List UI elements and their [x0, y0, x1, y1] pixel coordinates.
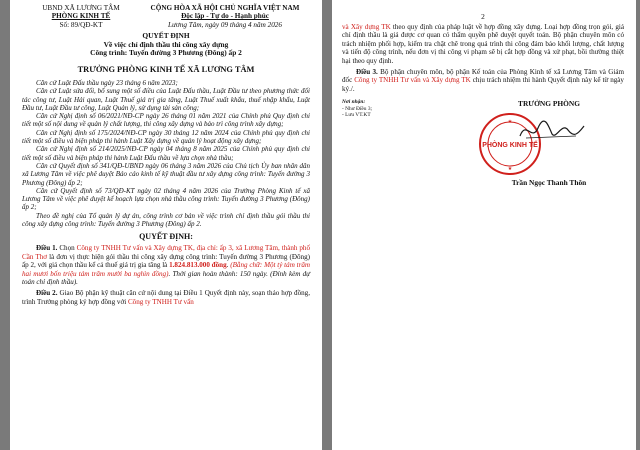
issuing-authority: TRƯỞNG PHÒNG KINH TẾ XÃ LƯƠNG TÂM	[77, 65, 255, 74]
contractor-name: Công ty TNHH Tư vấn và Xây dựng TK	[354, 76, 471, 85]
legal-basis-item: Căn cứ Nghị định số 06/2021/NĐ-CP ngày 26 tháng 01 năm 2021 của Chính phủ Quy định chi tiết một số nội dung về quản lý chất lượng, thi công xây dựng và bảo trì công trình xây dựng;	[22, 112, 310, 129]
article-1-label: Điều 1.	[36, 244, 58, 253]
issue-date: Lương Tâm, ngày 09 tháng 4 năm 2026	[168, 20, 282, 29]
title-project: Công trình: Tuyến đường 3 Phương (Đông) ấp 2	[90, 48, 242, 58]
article-2	[22, 289, 310, 306]
signature-section	[342, 99, 624, 187]
recipient-item: - Như Điều 3;	[342, 105, 373, 112]
issuer-commune: UBND XÃ LƯƠNG TÂM	[42, 4, 120, 12]
national-name: CỘNG HÒA XÃ HỘI CHỦ NGHĨA VIỆT NAM	[150, 4, 300, 12]
legal-bases	[22, 79, 310, 228]
contractor-name: Công ty TNHH Tư vấn	[127, 297, 194, 306]
signer-title: TRƯỞNG PHÒNG	[518, 99, 580, 109]
page-number: 2	[481, 12, 485, 21]
decision-heading: QUYẾT ĐỊNH:	[139, 232, 193, 242]
decision-title	[22, 32, 310, 58]
national-motto: Độc lập - Tự do - Hạnh phúc	[181, 12, 269, 21]
article-2-text: theo quy định của pháp luật về hợp đồng xây dựng. Loại hợp đồng trọn gói, giá chỉ định thầu là giá được cơ quan có thẩm quyền phê duyệt quyết toán. Bộ phận chuyên môn có trách nhiệm phối hợp, kiểm tra chặt chẽ trong quá trình thi công đảm bảo khối lượng, chất lượng và tiến độ công trình, nếu đơn vị thi công vi phạm sẽ bị cắt hợp đồng và xử phạt, bồi thường thiệt hại theo quy định.	[342, 23, 625, 65]
amount-in-words: (Bằng chữ: Một tỷ tám trăm hai mươi bốn triệu tám trăm mười ba nghìn đồng)	[22, 261, 311, 278]
handwritten-signature-icon	[516, 116, 586, 146]
article-1-text: là đơn vị thực hiện gói thầu thi công xây dựng công trình: Tuyến đường 3 Phương (Đông) ấp 2, với giá chọn thầu kể cả thuế giá trị gia tăng là	[22, 252, 310, 270]
issuer-block	[22, 4, 140, 29]
document-page-2	[332, 0, 636, 450]
signer-block	[474, 99, 624, 187]
national-motto-block	[140, 4, 310, 29]
signer-name: Trần Ngọc Thanh Thôn	[511, 178, 587, 188]
svg-text:★: ★	[507, 166, 513, 173]
title-subject: Về việc chỉ định thầu thi công xây dựng	[103, 39, 229, 49]
recipients-block	[342, 99, 432, 187]
seal-and-signature	[474, 108, 624, 178]
legal-basis-item: Căn cứ Nghị định số 214/2025/NĐ-CP ngày 04 tháng 8 năm 2025 của Chính phủ quy định chi tiết một số điều và biện pháp thi hành Luật Đấu thầu về lựa chọn nhà thầu;	[22, 145, 310, 162]
article-3-label: Điều 3.	[356, 68, 378, 77]
article-3-text: chịu trách nhiệm thi hành Quyết định này kể từ ngày ký./.	[342, 76, 624, 93]
contract-amount: 1.824.813.000 đồng	[169, 261, 227, 270]
articles-continued	[342, 23, 624, 93]
legal-basis-item: Căn cứ Luật sửa đổi, bổ sung một số điều của Luật Đấu thầu, Luật Đầu tư theo phương thức đối tác công tư, Luật Hải quan, Luật Thuế giá trị gia tăng, Luật Thuế xuất khẩu, thuế nhập khẩu, Luật Đầu tư, Luật Đầu tư công, Luật Quản lý, sử dụng tài sản công;	[22, 87, 310, 112]
article-1-text: .	[226, 261, 231, 270]
legal-basis-item: Căn cứ Luật Đấu thầu ngày 23 tháng 6 năm 2023;	[36, 79, 178, 87]
legal-basis-item: Căn cứ Quyết định số 73/QĐ-KT ngày 02 tháng 4 năm 2026 của Trưởng Phòng Kinh tế xã Lương Tâm về việc phê duyệt kế hoạch lựa chọn nhà thầu công trình: Tuyến đường 3 Phương (Đông) ấp 2;	[22, 186, 310, 212]
article-1-text: Chọn	[57, 244, 77, 253]
legal-basis-item: Căn cứ Quyết định số 341/QĐ-UBND ngày 06 tháng 3 năm 2026 của Chủ tịch Ủy ban nhân dân xã Lương Tâm về việc phê duyệt Báo cáo kinh tế kỹ thuật đầu tư xây dựng công trình: Tuyến đường 3 Phương (Đông) ấp 2;	[22, 161, 310, 187]
document-header	[22, 4, 310, 29]
issuer-department: PHÒNG KINH TẾ	[51, 12, 111, 21]
legal-basis-item: Theo đề nghị của Tổ quản lý dự án, công trình cơ bản về việc trình chỉ định thầu gói thầu thi công xây dựng công trình: Tuyến đường 3 Phương (Đông) ấp 2.	[22, 211, 310, 229]
article-2-continued	[342, 23, 624, 65]
recipients-label: Nơi nhận:	[342, 99, 366, 106]
recipient-item: - Lưu VT.KT	[342, 112, 371, 119]
article-2-label: Điều 2.	[36, 289, 58, 298]
document-page-1	[10, 0, 322, 450]
article-1-text: . Thời gian hoàn thành: 150 ngày. (Đính kèm dự toán chỉ định thầu).	[22, 269, 310, 286]
contractor-name: và Xây dựng TK	[342, 23, 391, 31]
articles	[22, 244, 310, 306]
article-3-text: Bộ phận chuyên môn, bộ phận Kế toán của Phòng Kinh tế xã Lương Tâm và Giám đốc	[342, 68, 624, 85]
contractor-name: Công ty TNHH Tư vấn và Xây dựng TK, địa chỉ: ấp 3, xã Lương Tâm, thành phố Cần Thơ	[22, 244, 311, 261]
document-number: Số: 89/QĐ-KT	[59, 20, 103, 29]
article-2-text: Giao Bộ phận kỹ thuật căn cứ nội dung tại Điều 1 Quyết định này, soạn thảo hợp đồng, trình Trưởng phòng ký hợp đồng với	[22, 289, 311, 306]
svg-text:★: ★	[507, 119, 513, 126]
title-heading: QUYẾT ĐỊNH	[142, 31, 190, 41]
article-3	[342, 68, 624, 93]
article-1	[22, 244, 310, 286]
legal-basis-item: Căn cứ Nghị định số 175/2024/NĐ-CP ngày 30 tháng 12 năm 2024 của Chính phủ quy định chi tiết một số điều và biện pháp thi hành Luật Xây dựng về quản lý hoạt động xây dựng;	[22, 128, 310, 146]
seal-label: PHÒNG KINH TẾ	[482, 142, 538, 150]
